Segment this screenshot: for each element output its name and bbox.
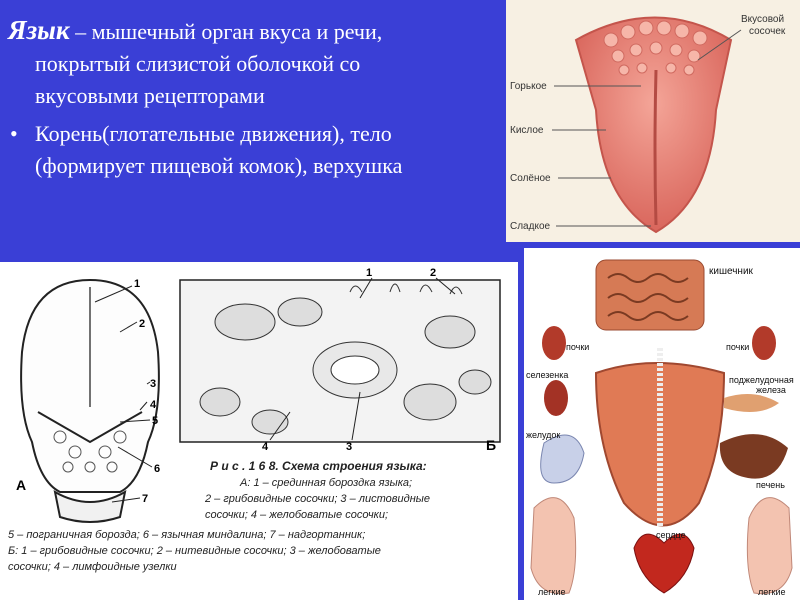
caption-line-2: 2 – грибовидные сосочки; 3 – листовидные: [205, 493, 430, 505]
structure-figure: [0, 262, 518, 600]
definition-line3: вкусовыми рецепторами: [35, 83, 265, 108]
label-lungs-right: легкие: [758, 587, 786, 597]
num-a6: 6: [154, 463, 161, 475]
caption-line-6: сосочки; 4 – лимфоидные узелки: [8, 561, 177, 573]
label-liver: печень: [756, 480, 785, 490]
label-pancreas-2: железа: [756, 385, 786, 395]
label-spleen: селезенка: [526, 370, 569, 380]
caption-line-1: А: 1 – срединная бороздка языка;: [240, 477, 413, 489]
lung-left: [531, 498, 576, 594]
bullet-item: [8, 118, 498, 182]
organ-map-illustration: [524, 248, 800, 600]
label-intestine: кишечник: [709, 266, 753, 277]
caption-line-5: Б: 1 – грибовидные сосочки; 2 – нитевидные сосочки; 3 – желобоватые: [8, 545, 381, 557]
liver-shape: [720, 434, 788, 479]
num-b4: 4: [262, 441, 269, 453]
label-heart: сердце: [656, 530, 686, 540]
spleen-shape: [544, 380, 568, 416]
bullet-list: [8, 118, 498, 182]
num-a5: 5: [152, 415, 159, 427]
lung-right: [747, 498, 792, 594]
caption-line-4: 5 – пограничная борозда; 6 – язычная миндалина; 7 – надгортанник;: [8, 529, 366, 541]
label-pancreas: поджелудочная: [729, 375, 794, 385]
num-a7: 7: [142, 493, 149, 505]
caption-title: Р и с . 1 6 8. Схема строения языка:: [210, 459, 427, 473]
label-sour: Кислое: [510, 125, 544, 136]
heart-shape: [634, 534, 694, 593]
num-a3: 3: [150, 378, 157, 390]
label-sweet: Сладкое: [510, 221, 551, 232]
slide-title: Язык: [8, 15, 70, 45]
num-a1: 1: [134, 278, 141, 290]
label-taste-bud-2: сосочек: [749, 26, 786, 37]
num-b3: 3: [346, 441, 353, 453]
tongue-structure-drawing: [0, 262, 518, 600]
bullet-line1: Корень(глотательные движения), тело: [35, 121, 392, 146]
label-stomach: желудок: [526, 430, 561, 440]
kidney-right: [752, 326, 776, 360]
label-taste-bud: Вкусовой: [741, 14, 785, 25]
label-b: Б: [486, 437, 497, 453]
label-lungs-left: легкие: [538, 587, 566, 597]
tongue-taste-illustration: [506, 0, 800, 242]
definition-line1: – мышечный орган вкуса и речи,: [69, 19, 383, 44]
label-a: А: [16, 477, 27, 493]
organ-map-image: [524, 248, 800, 600]
num-a2: 2: [139, 318, 146, 330]
bullet-line2: (формирует пищевой комок), верхушка: [35, 153, 403, 178]
slide-text: [8, 14, 498, 182]
num-b2: 2: [430, 267, 437, 279]
caption-line-3: сосочки; 4 – желобоватые сосочки;: [205, 509, 389, 521]
definition: [8, 14, 498, 112]
label-kidneys-right: почки: [726, 342, 750, 352]
num-b1: 1: [366, 267, 373, 279]
definition-line2: покрытый слизистой оболочкой со: [35, 51, 361, 76]
taste-zones-image: [506, 0, 800, 242]
bullet-dot-icon: •: [10, 121, 18, 146]
num-a4: 4: [150, 399, 157, 411]
label-salty: Солёное: [510, 173, 551, 184]
kidney-left: [542, 326, 566, 360]
label-kidneys-left: почки: [566, 342, 590, 352]
pancreas-shape: [724, 394, 779, 412]
label-bitter: Горькое: [510, 81, 547, 92]
stomach-shape: [541, 435, 584, 483]
